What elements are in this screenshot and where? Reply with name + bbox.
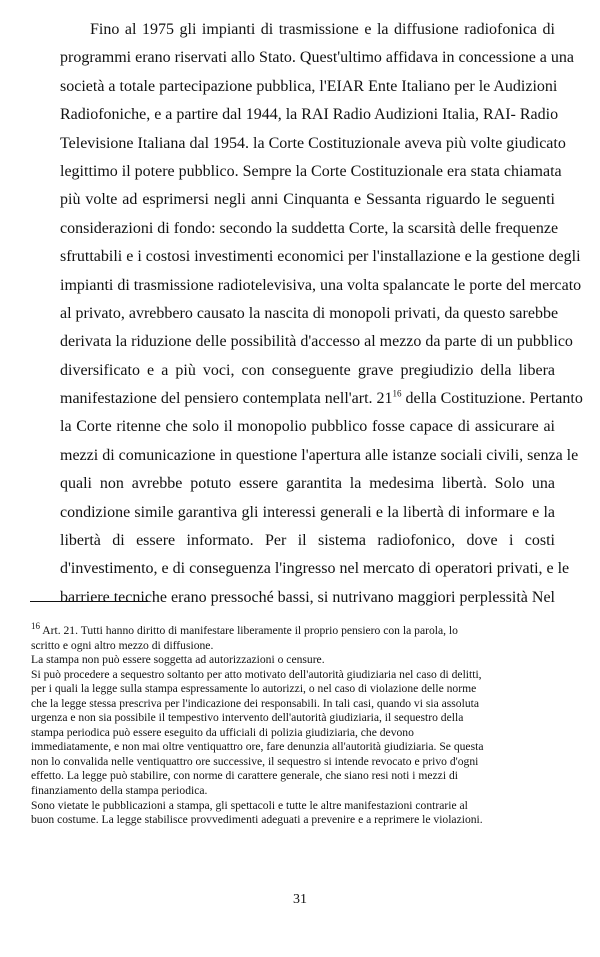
footnote-line — [31, 621, 576, 639]
text-line: libertà di essere informato. Per il sistema radiofonico, dove i costi — [60, 532, 555, 550]
footnote-separator — [30, 601, 148, 602]
text-line: legittimo il potere pubblico. Sempre la Corte Costituzionale era stata chiamata — [60, 162, 562, 180]
footnote-line: buon costume. La legge stabilisce provvedimenti adeguati a prevenire e a reprimere le violazioni. — [31, 813, 483, 827]
footnote-line: urgenza e non sia possibile il tempestivo intervento dell'autorità giudiziaria, il sequestro della — [31, 711, 464, 725]
text-line: più volte ad esprimersi negli anni Cinquanta e Sessanta riguardo le seguenti — [60, 191, 555, 209]
footnote-mark: 16 — [31, 621, 40, 632]
page-number: 31 — [293, 892, 307, 907]
footnote-line: scritto e ogni altro mezzo di diffusione. — [31, 638, 214, 652]
footnote-line: non lo convalida nelle ventiquattro ore successive, il sequestro si intende revocato e privo d'ogni — [31, 754, 479, 768]
body-paragraph — [60, 16, 583, 612]
text-line: Televisione Italiana dal 1954. la Corte Costituzionale aveva più volte giudicato — [60, 134, 566, 152]
text-line: programmi erano riservati allo Stato. Quest'ultimo affidava in concessione a una — [60, 49, 574, 67]
text-line: società a totale partecipazione pubblica, l'EIAR Ente Italiano per le Audizioni — [60, 77, 558, 95]
text-line: d'investimento, e di conseguenza l'ingresso nel mercato di operatori privati, e le — [60, 560, 570, 578]
footnote-line: Sono vietate le pubblicazioni a stampa, gli spettacoli e tutte le altre manifestazioni contrarie al — [31, 798, 468, 812]
footnote-line: Si può procedere a sequestro soltanto per atto motivato dell'autorità giudiziaria nel caso di delitti, — [31, 667, 482, 681]
text-line: impianti di trasmissione radiotelevisiva, una volta spalancate le porte del mercato — [60, 276, 582, 294]
text-line: la Corte ritenne che solo il monopolio pubblico fosse capace di assicurare ai — [60, 418, 555, 436]
text-line: Radiofoniche, e a partire dal 1944, la RAI Radio Audizioni Italia, RAI- Radio — [60, 106, 559, 124]
footnote — [31, 621, 576, 828]
footnote-line: che la legge stessa prescriva per l'indicazione dei responsabili. In tali casi, quando vi sia assoluta — [31, 696, 479, 710]
text-line: sfruttabili e i costosi investimenti economici per l'installazione e la gestione degli — [60, 248, 581, 266]
footnote-text: Art. 21. Tutti hanno diritto di manifestare liberamente il proprio pensiero con la parola, lo — [40, 624, 458, 637]
text-line: Fino al 1975 gli impianti di trasmissione e la diffusione radiofonica di — [90, 21, 555, 38]
footnote-line: La stampa non può essere soggetta ad autorizzazioni o censure. — [31, 653, 325, 667]
footnote-line: finanziamento della stampa periodica. — [31, 784, 208, 798]
text-segment: della Costituzione. Pertanto — [401, 390, 583, 408]
text-line: derivata la riduzione delle possibilità d'accesso al mezzo da parte di un pubblico — [60, 333, 573, 351]
text-line: mezzi di comunicazione in questione l'apertura alle istanze sociali civili, senza le — [60, 446, 579, 464]
text-line: quali non avrebbe potuto essere garantita la medesima libertà. Solo una — [60, 475, 555, 493]
text-segment: manifestazione del pensiero contemplata nell'art. 21 — [60, 390, 393, 408]
footnote-line: stampa periodica può essere eseguito da ufficiali di polizia giudiziaria, che devono — [31, 725, 414, 739]
footnote-reference[interactable]: 16 — [392, 388, 402, 399]
footnote-line: effetto. La legge può stabilire, con norme di carattere generale, che siano resi noti i mezzi di — [31, 769, 458, 783]
footnote-line: per i quali la legge sulla stampa espressamente lo autorizzi, o nel caso di violazione delle norme — [31, 682, 477, 696]
text-line: condizione simile garantiva gli interessi generali e la libertà di informare e la — [60, 503, 555, 521]
text-line: barriere tecniche erano pressoché bassi, si nutrivano maggiori perplessità Nel — [60, 588, 555, 606]
text-line-with-footnote-ref — [60, 385, 583, 413]
footnote-line: immediatamente, e non mai oltre ventiquattro ore, fare denunzia all'autorità giudiziaria. Se questa — [31, 740, 484, 754]
text-line: diversificato e a più voci, con conseguente grave pregiudizio della libera — [60, 361, 555, 379]
text-line: considerazioni di fondo: secondo la suddetta Corte, la scarsità delle frequenze — [60, 219, 559, 237]
text-line: al privato, avrebbero causato la nascita di monopoli privati, da questo sarebbe — [60, 304, 559, 322]
